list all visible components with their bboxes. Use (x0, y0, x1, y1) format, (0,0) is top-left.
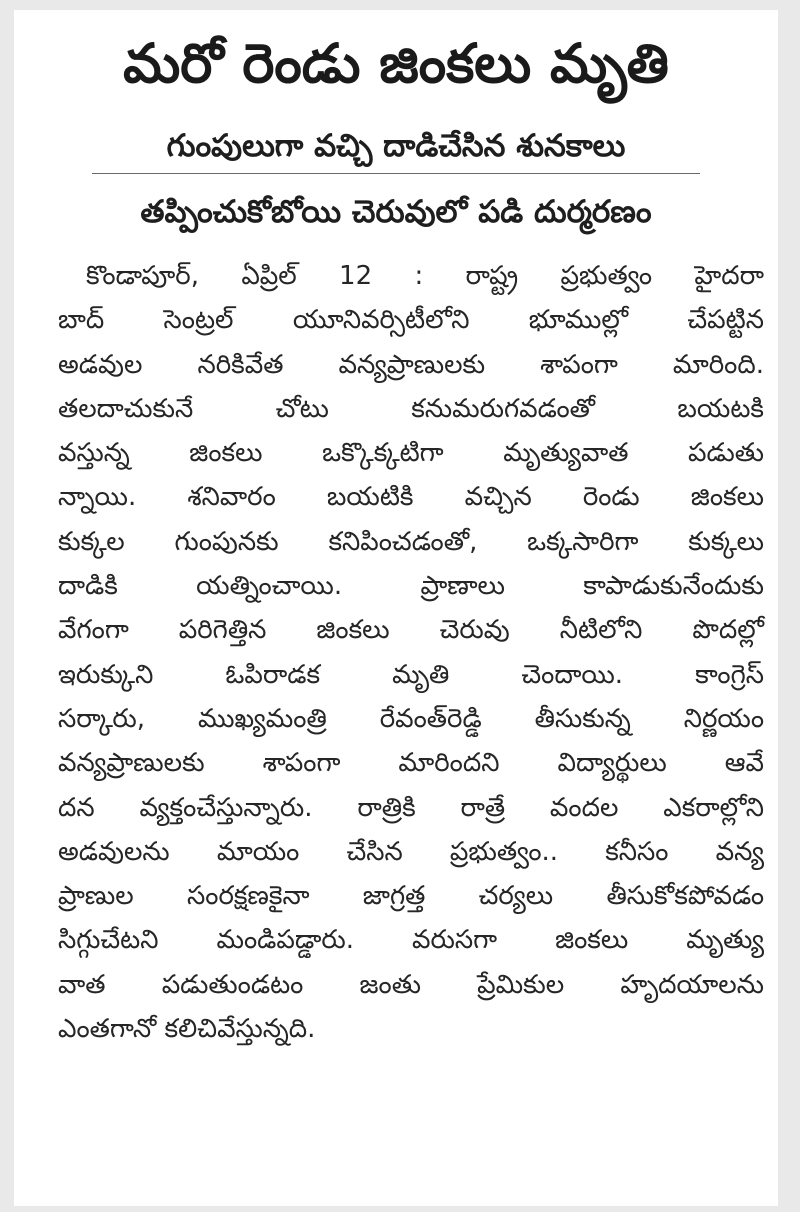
body-line: దన వ్యక్తంచేస్తున్నారు. రాత్రికి రాత్రే వందల ఎకరాల్లోని (58, 792, 764, 823)
body-line: అడవుల నరికివేత వన్యప్రాణులకు శాపంగా మారింది. (58, 349, 764, 380)
subheadline-1: గుంపులుగా వచ్చి దాడిచేసిన శునకాలు (166, 128, 626, 164)
body-line: వేగంగా పరిగెత్తిన జింకలు చెరువు నీటిలోని పొదల్లో (58, 615, 764, 646)
body-line: న్నాయి. శనివారం బయటికి వచ్చిన రెండు జింకలు (58, 482, 764, 513)
body-line: వాత పడుతుండటం జంతు ప్రేమికుల హృదయాలను (58, 969, 764, 1000)
body-line: వస్తున్న జింకలు ఒక్కొక్కటిగా మృత్యువాత పడుతు (58, 438, 764, 469)
body-line: అడవులను మాయం చేసిన ప్రభుత్వం.. కనీసం వన్య (58, 836, 764, 867)
body-line: ప్రాణుల సంరక్షణకైనా జాగ్రత్త చర్యలు తీసుకోకపోవడం (58, 881, 764, 912)
body-line: తలదాచుకునే చోటు కనుమరుగవడంతో బయటకి (58, 393, 764, 424)
body-line: కొండాపూర్, ఏప్రిల్ 12 : రాష్ట్ర ప్రభుత్వం హైదరా (86, 261, 764, 291)
subhead-divider (92, 173, 700, 174)
subheadline-2: తప్పించుకోబోయి చెరువులో పడి దుర్మరణం (140, 194, 652, 230)
body-line: ఎంతగానో కలిచివేస్తున్నది. (58, 1014, 316, 1045)
body-line: దాడికి యత్నించాయి. ప్రాణాలు కాపాడుకునేందుకు (58, 571, 764, 602)
article-body (58, 254, 764, 1051)
body-line: బాద్ సెంట్రల్ యూనివర్సిటీలోని భూముల్లో చేపట్టిన (58, 305, 764, 336)
headline: మరో రెండు జింకలు మృతి (123, 32, 669, 95)
news-clipping (14, 10, 778, 1206)
body-line: సర్కారు, ముఖ్యమంత్రి రేవంత్‌రెడ్డి తీసుకున్న నిర్ణయం (58, 703, 764, 734)
body-line: వన్యప్రాణులకు శాపంగా మారిందని విద్యార్థులు ఆవే (58, 748, 764, 779)
body-line: ఇరుక్కుని ఓపిరాడక మృతి చెందాయి. కాంగ్రెస్ (58, 659, 764, 690)
body-line: సిగ్గుచేటని మండిపడ్డారు. వరుసగా జింకలు మృత్యు (58, 925, 764, 956)
body-line: కుక్కల గుంపునకు కనిపించడంతో, ఒక్కసారిగా కుక్కలు (58, 526, 764, 557)
